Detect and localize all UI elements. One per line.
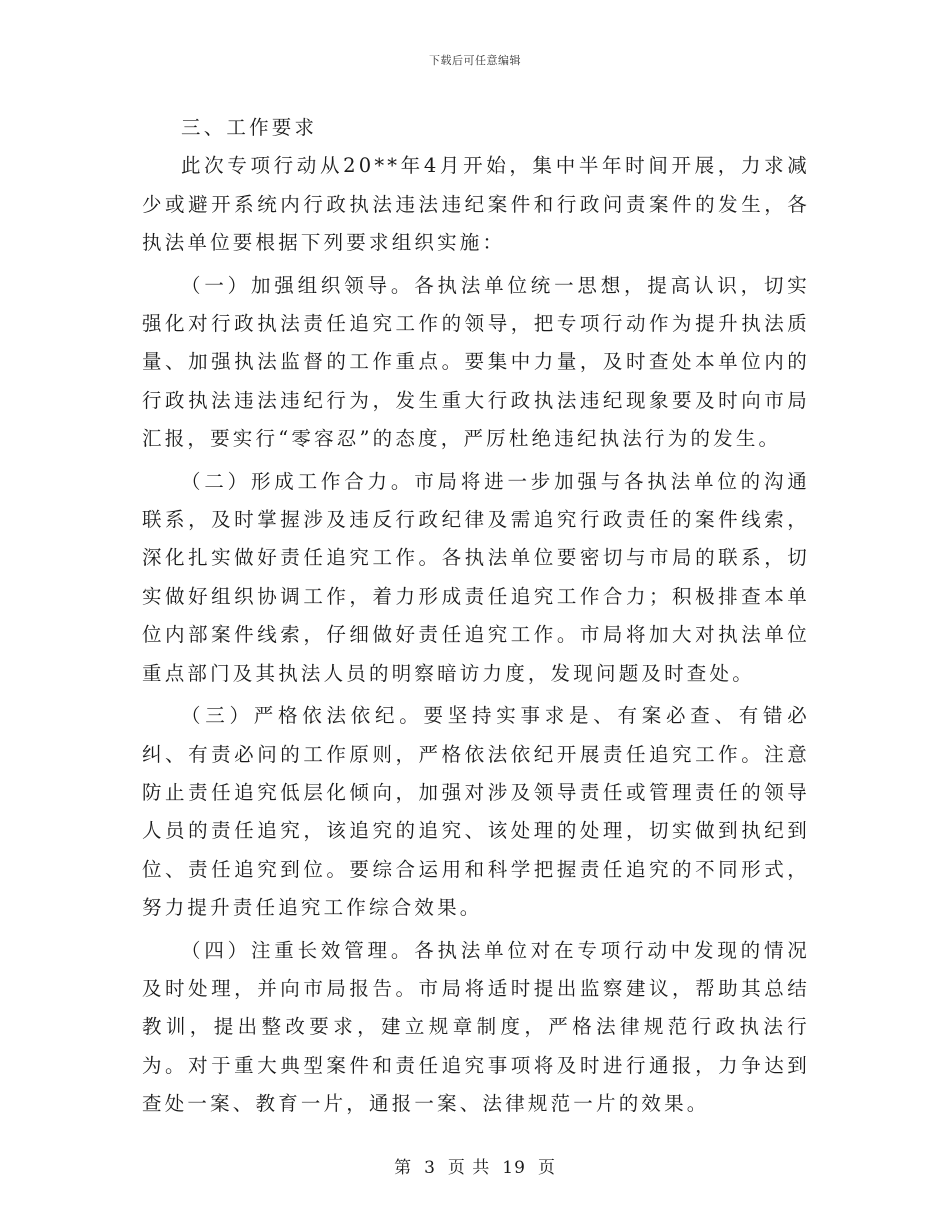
footer-suffix: 页	[537, 1158, 556, 1178]
current-page-number: 3	[424, 1158, 436, 1178]
total-page-count: 19	[502, 1158, 526, 1178]
paragraph-item-3: （三）严格依法依纪。要坚持实事求是、有案必查、有错必纠、有责必问的工作原则，严格依法依纪开展责任追究工作。注意防止责任追究低层化倾向，加强对涉及领导责任或管理责任的领导人员的责任追究，该追究的追究、该处理的处理，切实做到执纪到位、责任追究到位。要综合运用和科学把握责任追究的不同形式，努力提升责任追究工作综合效果。	[142, 704, 810, 920]
paragraph-item-1: （一）加强组织领导。各执法单位统一思想，提高认识，切实强化对行政执法责任追究工作的领导，把专项行动作为提升执法质量、加强执法监督的工作重点。要集中力量，及时查处本单位内的行政执法违法违纪行为，发生重大行政执法违纪现象要及时向市局汇报，要实行“零容忍”的态度，严厉杜绝违纪执法行为的发生。	[142, 273, 810, 451]
page-number-footer	[0, 1153, 950, 1178]
footer-prefix: 第	[394, 1158, 413, 1178]
section-title: 三、工作要求	[181, 116, 318, 139]
intro-paragraph: 此次专项行动从20**年4月开始，集中半年时间开展，力求减少或避开系统内行政执法违法违纪案件和行政问责案件的发生，各执法单位要根据下列要求组织实施：	[142, 154, 810, 255]
paragraph-item-2: （二）形成工作合力。市局将进一步加强与各执法单位的沟通联系，及时掌握涉及违反行政纪律及需追究行政责任的案件线索，深化扎实做好责任追究工作。各执法单位要密切与市局的联系，切实做好组织协调工作，着力形成责任追究工作合力；积极排查本单位内部案件线索，仔细做好责任追究工作。市局将加大对执法单位重点部门及其执法人员的明察暗访力度，发现问题及时查处。	[142, 469, 810, 685]
paragraph-item-4: （四）注重长效管理。各执法单位对在专项行动中发现的情况及时处理，并向市局报告。市局将适时提出监察建议，帮助其总结教训，提出整改要求，建立规章制度，严格法律规范行政执法行为。对于重大典型案件和责任追究事项将及时进行通报，力争达到查处一案、教育一片，通报一案、法律规范一片的效果。	[142, 938, 810, 1116]
footer-middle: 页 共	[447, 1158, 491, 1178]
header-note: 下载后可任意编辑	[429, 54, 521, 67]
document-body	[142, 109, 810, 1124]
